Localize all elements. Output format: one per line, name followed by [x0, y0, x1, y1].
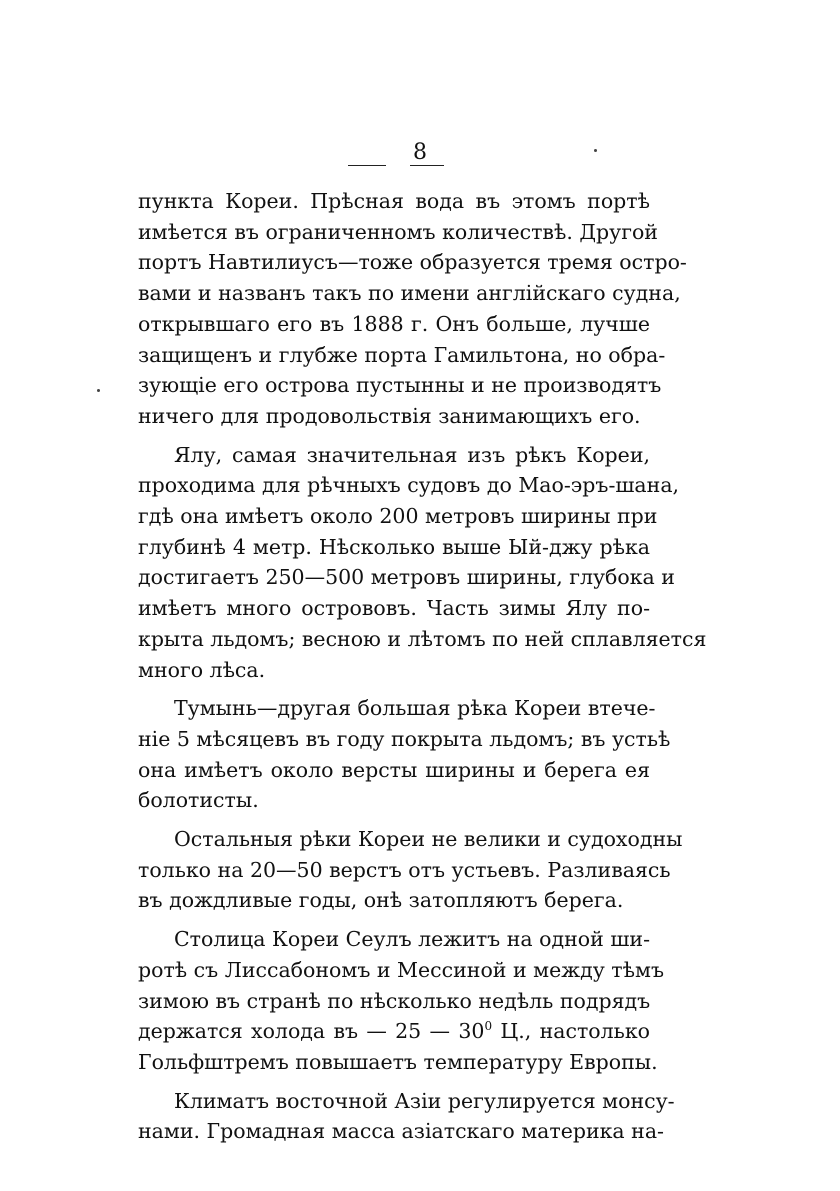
paragraph-4	[138, 824, 683, 916]
text-line: глубинѣ 4 метр. Нѣсколько выше Ый-джу рѣка	[138, 534, 650, 559]
text-line: открывшаго его въ 1888 г. Онъ больше, лучше	[138, 311, 650, 336]
text-line: имѣетъ много острововъ. Часть зимы Ялу по-	[138, 596, 650, 621]
text-line: Столица Кореи Сеулъ лежитъ на одной ши-	[174, 927, 650, 952]
text-line: Тумынь—другая большая рѣка Кореи втече-	[174, 696, 656, 721]
text-line: Гольфштремъ повышаетъ температуру Европы.	[138, 1049, 658, 1074]
text-line: ніе 5 мѣсяцевъ въ году покрыта льдомъ; въ устьѣ	[138, 726, 671, 751]
header-rule-right	[410, 165, 444, 166]
text-line: пункта Кореи. Прѣсная вода въ этомъ портѣ	[138, 189, 650, 213]
paragraph-3	[138, 693, 671, 816]
text-line: достигаетъ 250—500 метровъ ширины, глубока и	[138, 565, 675, 590]
text-line: въ дождливые годы, онѣ затопляютъ берега.	[138, 888, 624, 913]
degree-superscript: 0	[484, 1019, 493, 1034]
paragraph-2	[138, 440, 707, 686]
text-line: гдѣ она имѣетъ около 200 метровъ ширины при	[138, 504, 658, 529]
text-line: вами и названъ такъ по имени англійскаго судна,	[138, 281, 681, 306]
text-line: проходима для рѣчныхъ судовъ до Мао-эръ-шана,	[138, 473, 680, 498]
text-line: ротѣ съ Лиссабономъ и Мессиной и между тѣмъ	[138, 957, 664, 982]
margin-dot	[594, 149, 597, 152]
text-line: она имѣетъ около версты ширины и берега ея	[138, 757, 650, 782]
text-line: Ялу, самая значительная изъ рѣкъ Кореи,	[174, 442, 650, 467]
text-line: много лѣса.	[138, 657, 266, 682]
text-line: только на 20—50 верстъ отъ устьевъ. Разливаясь	[138, 857, 671, 882]
body-text	[138, 186, 707, 1155]
text-fragment: Ц., настолько	[492, 1019, 650, 1044]
text-line: защищенъ и глубже порта Гамильтона, но обра-	[138, 342, 666, 367]
text-line: зующіе его острова пустынны и не производятъ	[138, 373, 662, 398]
paragraph-6	[138, 1086, 675, 1147]
paragraph-1	[138, 186, 687, 432]
text-line: Климатъ восточной Азіи регулируется монсу-	[174, 1088, 675, 1113]
text-fragment: держатся холода въ — 25 — 30	[138, 1019, 485, 1044]
text-line: ничего для продовольствія занимающихъ его.	[138, 403, 641, 428]
text-line: имѣется въ ограниченномъ количествѣ. Другой	[138, 219, 658, 244]
text-line: крыта льдомъ; весною и лѣтомъ по ней сплавляется	[138, 626, 707, 651]
text-line: нами. Громадная масса азіатскаго материка на-	[138, 1119, 664, 1144]
header-rule-left	[348, 165, 386, 166]
margin-dot	[97, 389, 100, 392]
page-number: 8	[413, 140, 427, 165]
text-line: Остальныя рѣки Кореи не велики и судоходны	[174, 827, 683, 852]
text-line: болотисты.	[138, 788, 259, 813]
paragraph-5	[138, 924, 664, 1078]
text-line: портъ Навтилиусъ—тоже образуется тремя остро-	[138, 250, 687, 275]
text-line-with-superscript	[138, 1016, 650, 1047]
text-line: зимою въ странѣ по нѣсколько недѣль подрядъ	[138, 988, 651, 1013]
